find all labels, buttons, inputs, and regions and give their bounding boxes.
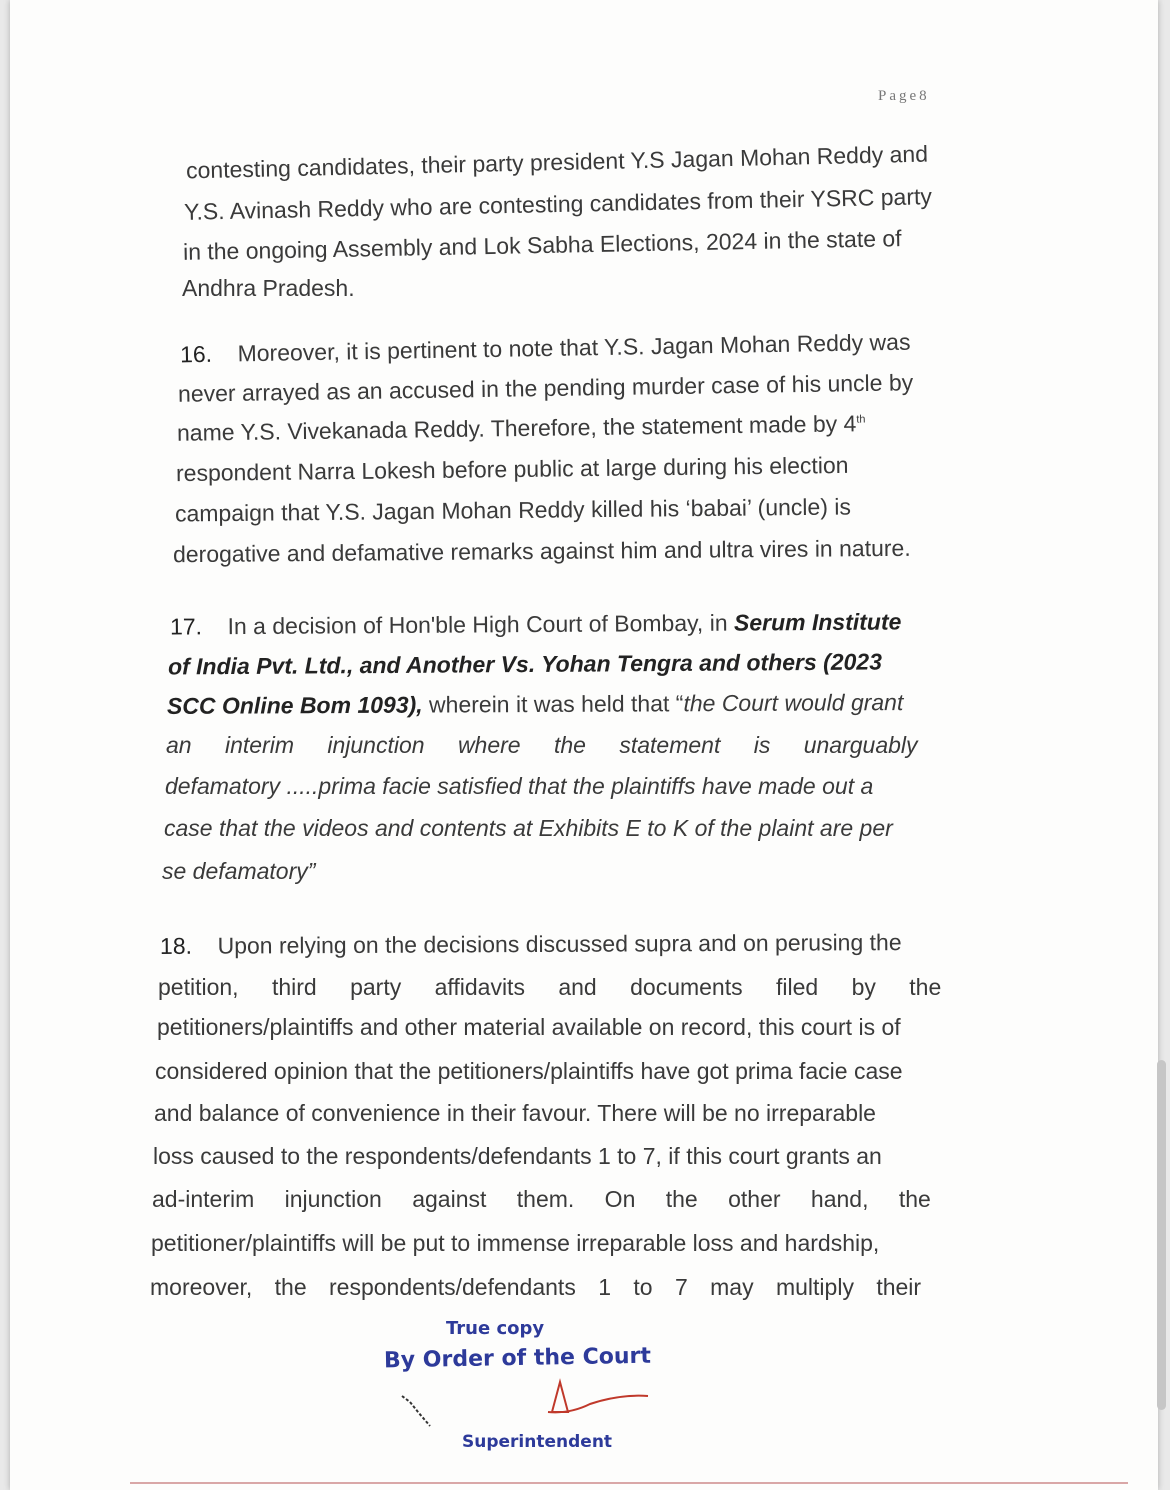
text-span: never arrayed as an accused in the pending murder case of his uncle by [177,369,914,407]
para18-line-7 [152,1185,931,1213]
quote-text: an interim injunction where the statement is unarguably [166,732,918,758]
para16-line-2 [178,368,914,408]
para16-line-5 [175,492,851,527]
para17-line-4 [166,731,926,759]
para-cont-line-3 [183,224,902,266]
text-span: petition, third party affidavits and documents filed by the [158,974,942,1000]
pen-scribble-icon [400,1392,440,1432]
para16-line-3 [177,409,866,447]
para18-line-3 [157,1013,901,1041]
para18-line-4 [155,1057,903,1085]
text-span: derogative and defamative remarks against him and ultra vires in nature. [172,534,911,568]
text-span: in the ongoing Assembly and Lok Sabha Elections, 2024 in the state of [182,225,902,265]
quote-text: the Court would grant [683,689,904,717]
stamp-true-copy: True copy [446,1318,545,1339]
superscript: th [856,413,866,426]
para17-line-3 [167,688,903,720]
para16-line-6 [173,534,911,568]
text-span: petitioners/plaintiffs and other material available on record, this court is of [157,1014,901,1040]
para18-line-9 [150,1273,921,1301]
para16-line-1 [180,328,911,369]
text-span: Upon relying on the decisions discussed supra and on perusing the [217,929,902,959]
page-number: Page8 [878,88,930,104]
text-span: In a decision of Hon'ble High Court of Bombay, in [227,609,728,640]
para18-number: 18. [159,932,193,959]
para18-line-8 [151,1229,879,1257]
para17-line-2 [168,648,882,681]
quote-text: case that the videos and contents at Exhibits E to K of the plaint are per [164,815,893,841]
text-span: and balance of convenience in their favour. There will be no irreparable [154,1100,876,1126]
text-span: moreover, the respondents/defendants 1 to 7 may multiply their [150,1274,922,1300]
text-span: Y.S. Avinash Reddy who are contesting candidates from their YSRC party [183,183,933,225]
quote-text: defamatory .....prima facie satisfied that the plaintiffs have made out a [165,773,874,799]
text-span: ad-interim injunction against them. On the other hand, the [152,1186,931,1212]
text-span: campaign that Y.S. Jagan Mohan Reddy killed his ‘babai’ (uncle) is [174,493,852,527]
stamp-superintendent: Superintendent [462,1432,613,1452]
stamp-by-order: By Order of the Court [383,1343,652,1374]
text-span: contesting candidates, their party president Y.S Jagan Mohan Reddy and [185,140,929,184]
case-name: Serum Institute [733,608,902,636]
text-span: loss caused to the respondents/defendants 1 to 7, if this court grants an [153,1143,882,1169]
para18-line-2 [158,973,941,1001]
para18-line-6 [153,1142,882,1170]
text-span: petitioner/plaintiffs will be put to immense irreparable loss and hardship, [151,1230,880,1256]
para-cont-line-2 [184,182,932,226]
quote-text: se defamatory” [162,858,316,884]
para17-line-5 [165,772,873,800]
para17-line-6 [164,814,893,842]
para18-line-5 [154,1099,876,1127]
para17-number: 17. [169,613,203,640]
para16-number: 16. [179,340,213,368]
para18-line-1 [160,928,902,960]
para16-line-4 [176,451,849,487]
text-span: name Y.S. Vivekanada Reddy. Therefore, the statement made by 4 [176,410,857,446]
scrollbar[interactable] [1157,1060,1166,1410]
case-name: of India Pvt. Ltd., and Another Vs. Yohan Tengra and others (2023 [167,648,883,680]
text-span: considered opinion that the petitioners/plaintiffs have got prima facie case [155,1058,903,1084]
para-cont-line-4 [182,274,355,302]
document-page [10,0,1158,1490]
text-span: Andhra Pradesh. [182,275,355,301]
text-span: Moreover, it is pertinent to note that Y.S. Jagan Mohan Reddy was [237,328,911,367]
para-cont-line-1 [186,140,928,185]
bottom-rule [130,1482,1128,1484]
text-span: respondent Narra Lokesh before public at large during his election [175,451,849,487]
text-span: wherein it was held that “ [428,690,684,718]
signature-mark-icon [530,1374,650,1424]
case-citation: SCC Online Bom 1093), [166,691,423,719]
para17-line-1 [170,607,902,640]
para17-line-7 [162,857,315,885]
